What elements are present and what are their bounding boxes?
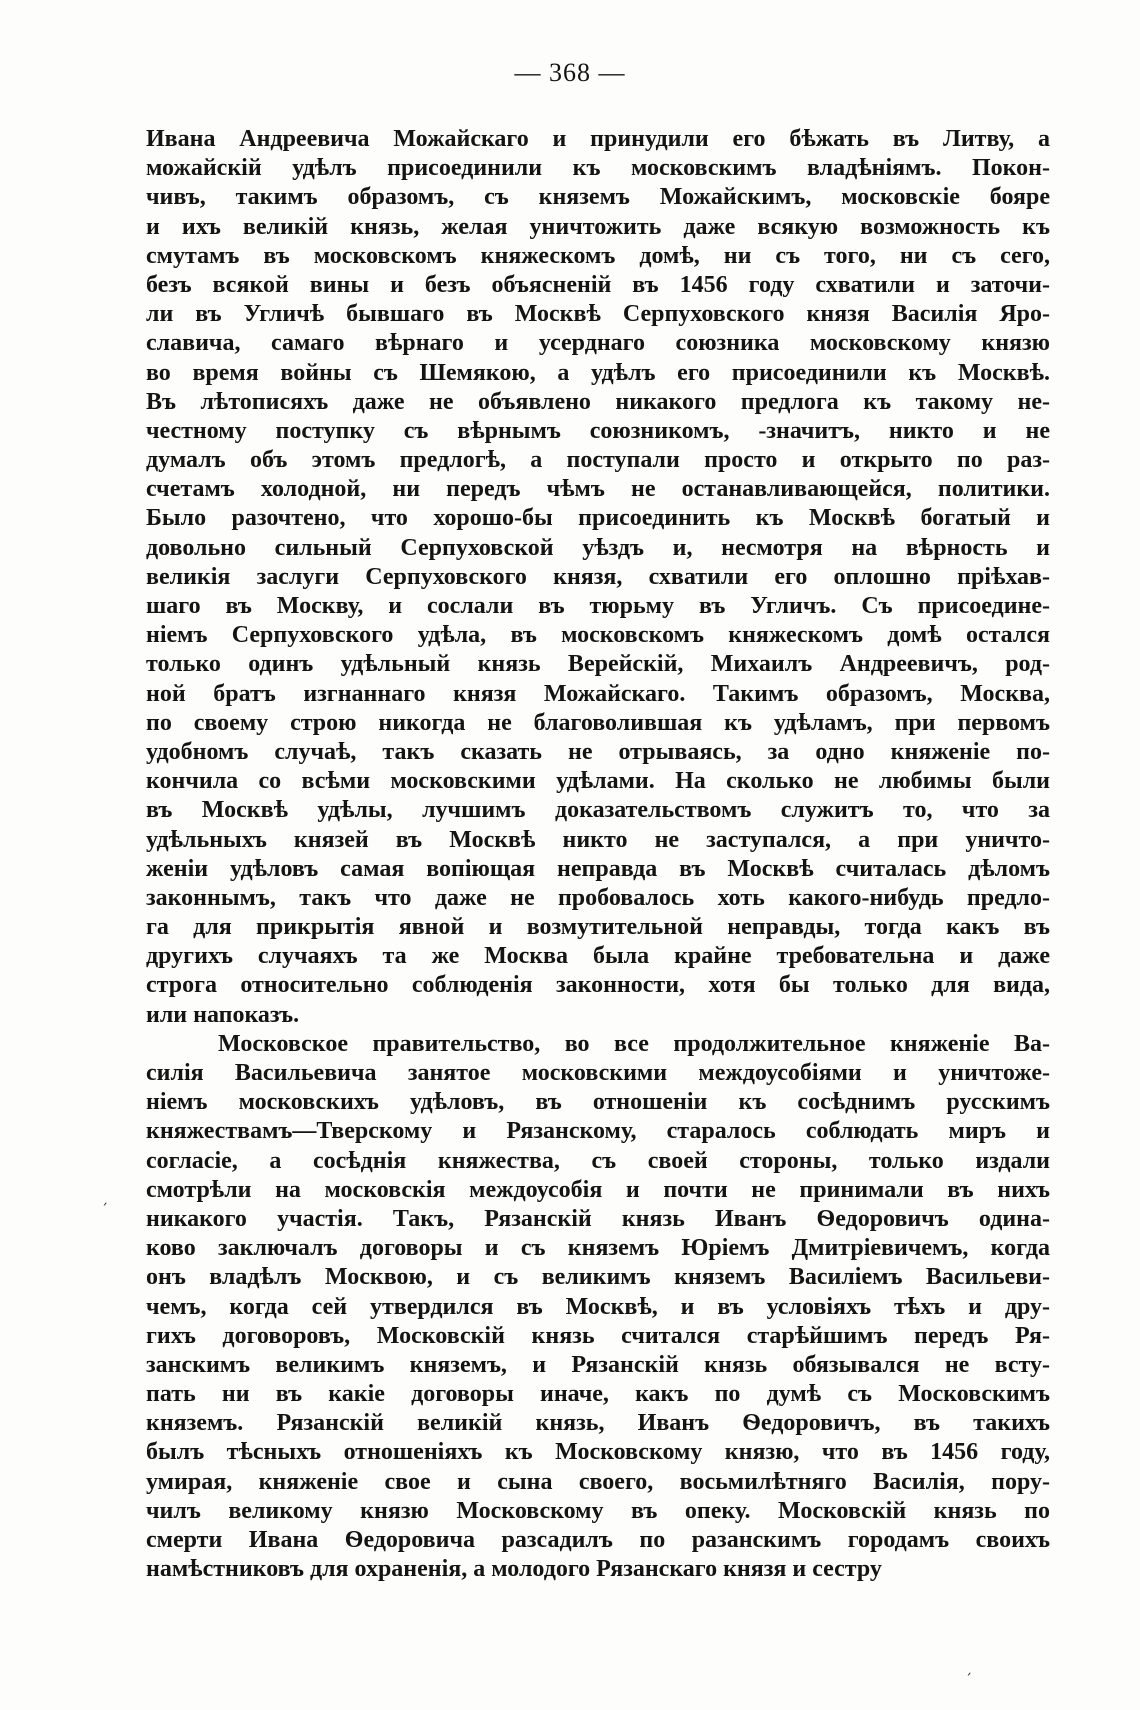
text-line: ли въ Угличѣ бывшаго въ Москвѣ Серпуховского князя Василія Яро-: [146, 301, 1050, 328]
text-line: ково заключалъ договоры и съ княземъ Юріемъ Дмитріевичемъ, когда: [146, 1235, 1050, 1262]
text-line: Ивана Андреевича Можайскаго и принудили его бѣжать въ Литву, а: [146, 126, 1050, 152]
text-line: законнымъ, такъ что даже не пробовалось хоть какого-нибудь предло-: [146, 884, 1050, 911]
text-line: удобномъ случаѣ, такъ сказать не отрываясь, за одно княженіе по-: [146, 738, 1050, 765]
stray-mark: ˏ: [965, 1660, 972, 1676]
text-line: и ихъ великій князь, желая уничтожить даже всякую возможность къ: [146, 213, 1050, 240]
text-line: можайскій удѣлъ присоединили къ московскимъ владѣніямъ. Покон-: [146, 155, 1050, 182]
text-line: чемъ, когда сей утвердился въ Москвѣ, и въ условіяхъ тѣхъ и дру-: [146, 1293, 1050, 1320]
stray-mark: ˏ: [101, 1190, 108, 1206]
text-line: или напоказъ.: [146, 1001, 300, 1028]
text-line: княземъ. Рязанскій великій князь, Иванъ Ѳедоровичъ, въ такихъ: [146, 1410, 1050, 1437]
text-line: славича, самаго вѣрнаго и усерднаго союзника московскому князю: [146, 330, 1050, 357]
text-line: строга относительно соблюденія законности, хотя бы только для вида,: [146, 972, 1050, 999]
text-line: Въ лѣтописяхъ даже не объявлено никакого предлога къ такому не-: [146, 388, 1050, 415]
paragraph-1: [146, 125, 1050, 1030]
text-line: другихъ случаяхъ та же Москва была крайне требовательна и даже: [146, 943, 1050, 970]
text-line: чивъ, такимъ образомъ, съ княземъ Можайскимъ, московскіе бояре: [146, 184, 1050, 211]
text-line: въ Москвѣ удѣлы, лучшимъ доказательствомъ служитъ то, что за: [146, 797, 1050, 824]
text-line: удѣльныхъ князей въ Москвѣ никто не заступался, а при уничто-: [146, 826, 1050, 853]
text-line: довольно сильный Серпуховской уѣздъ и, несмотря на вѣрность и: [146, 534, 1050, 561]
text-line: смерти Ивана Ѳедоровича разсадилъ по разанскимъ городамъ своихъ: [146, 1527, 1050, 1553]
text-line: никакого участія. Такъ, Рязанскій князь Иванъ Ѳедоровичъ одина-: [146, 1205, 1050, 1232]
paragraph-2: [146, 1030, 1050, 1585]
text-line: кончила со всѣми московскими удѣлами. На сколько не любимы были: [146, 768, 1050, 795]
text-line: Было разочтено, что хорошо-бы присоединить къ Москвѣ богатый и: [146, 505, 1050, 532]
body-text: [146, 125, 1050, 1584]
text-line: ніемъ московскихъ удѣловъ, въ отношеніи къ сосѣднимъ русскимъ: [146, 1089, 1050, 1116]
text-line: честному поступку съ вѣрнымъ союзникомъ, -значитъ, никто и не: [146, 417, 1050, 444]
text-line: пать ни въ какіе договоры иначе, какъ по думѣ съ Московскимъ: [146, 1381, 1050, 1408]
text-line: смутамъ въ московскомъ княжескомъ домѣ, ни съ того, ни съ сего,: [146, 242, 1050, 269]
text-line: по своему строю никогда не благоволившая къ удѣламъ, при первомъ: [146, 709, 1050, 736]
text-line: чилъ великому князю Московскому въ опеку. Московскій князь по: [146, 1497, 1050, 1524]
text-line: онъ владѣлъ Москвою, и съ великимъ княземъ Василіемъ Васильеви-: [146, 1264, 1050, 1291]
text-line: безъ всякой вины и безъ объясненій въ 1456 году схватили и заточи-: [146, 271, 1050, 298]
text-line: гихъ договоровъ, Московскій князь считался старѣйшимъ передъ Ря-: [146, 1322, 1050, 1349]
text-line: думалъ объ этомъ предлогѣ, а поступали просто и открыто по раз-: [146, 447, 1050, 474]
text-line: шаго въ Москву, и сослали въ тюрьму въ Угличъ. Съ присоедине-: [146, 593, 1050, 619]
text-line: га для прикрытія явной и возмутительной неправды, тогда какъ въ: [146, 914, 1050, 941]
text-line: смотрѣли на московскія междоусобія и почти не принимали въ нихъ: [146, 1176, 1050, 1203]
page-number: — 368 —: [514, 58, 626, 87]
text-line: занскимъ великимъ княземъ, и Рязанскій князь обязывался не всту-: [146, 1351, 1050, 1378]
text-line: женіи удѣловъ самая вопіющая неправда въ Москвѣ считалась дѣломъ: [146, 855, 1050, 882]
text-line: Московское правительство, во все продолжительное княженіе Ва-: [218, 1030, 1050, 1057]
text-line: ніемъ Серпуховского удѣла, въ московскомъ княжескомъ домѣ остался: [146, 622, 1050, 649]
text-line: былъ тѣсныхъ отношеніяхъ къ Московскому князю, что въ 1456 году,: [146, 1439, 1050, 1466]
text-line: намѣстниковъ для охраненія, а молодого Рязанскаго князя и сестру: [146, 1556, 882, 1583]
text-line: во время войны съ Шемякою, а удѣлъ его присоединили къ Москвѣ.: [146, 359, 1050, 386]
text-line: силія Васильевича занятое московскими междоусобіями и уничтоже-: [146, 1060, 1050, 1086]
text-line: умирая, княженіе свое и сына своего, восьмилѣтняго Василія, пору-: [146, 1468, 1050, 1495]
text-line: княжествамъ—Тверскому и Рязанскому, старалось соблюдать миръ и: [146, 1118, 1050, 1145]
text-line: великія заслуги Серпуховского князя, схватили его оплошно пріѣхав-: [146, 563, 1050, 590]
text-line: только одинъ удѣльный князь Верейскій, Михаилъ Андреевичъ, род-: [146, 651, 1050, 678]
text-line: согласіе, а сосѣднія княжества, съ своей стороны, только издали: [146, 1147, 1050, 1174]
text-line: ной братъ изгнаннаго князя Можайскаго. Такимъ образомъ, Москва,: [146, 680, 1050, 707]
text-line: счетамъ холодной, ни передъ чѣмъ не останавливающейся, политики.: [146, 476, 1050, 503]
